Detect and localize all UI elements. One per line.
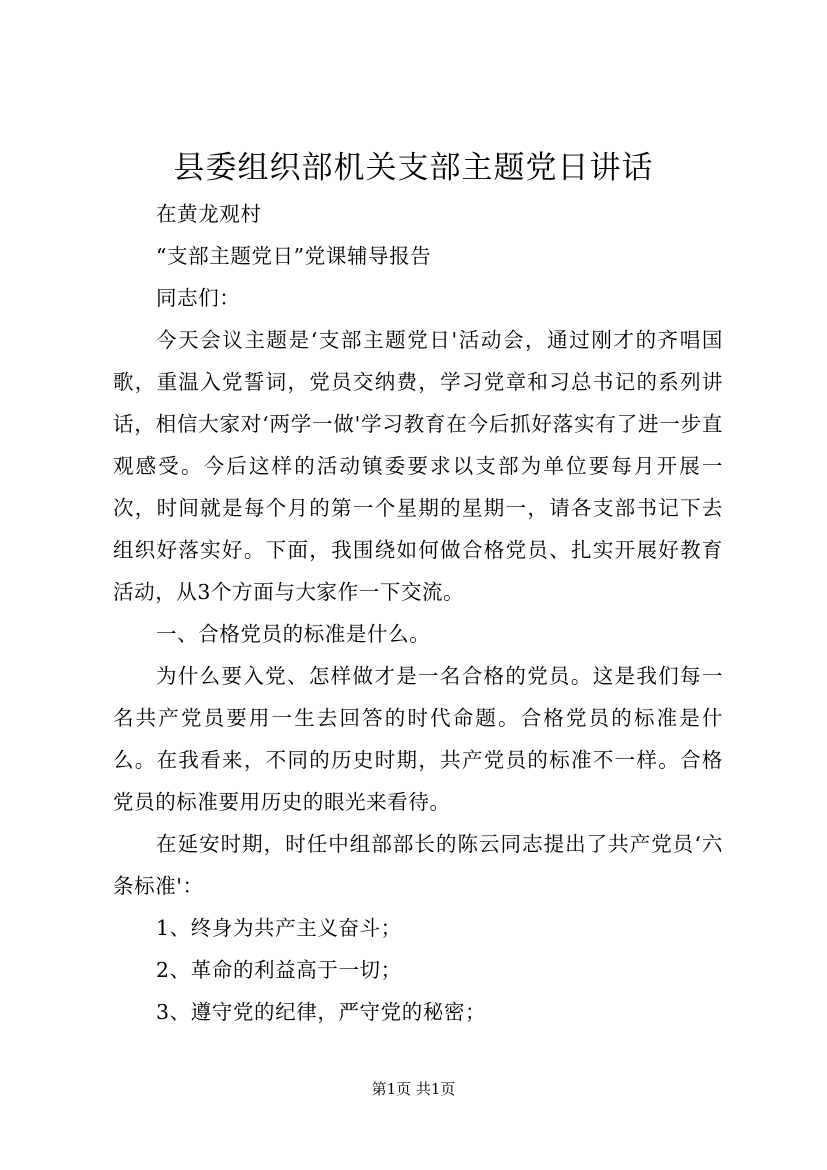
- paragraph-yanan: 在延安时期，时任中组部部长的陈云同志提出了共产党员‘六条标准'：: [113, 832, 723, 898]
- list-item-standard-2: 2、革命的利益高于一切；: [156, 958, 402, 982]
- paragraph-standard: 为什么要入党、怎样做才是一名合格的党员。这是我们每一名共产党员要用一生去回答的时代命题。合格党员的标准是什么。在我看来，不同的历史时期，共产党员的标准不一样。合格党员的标准要用历史的眼光来看待。: [113, 664, 723, 814]
- location-line: 在黄龙观村: [156, 202, 262, 226]
- report-title-line: “支部主题党日”党课辅导报告: [156, 244, 432, 268]
- greeting-line: 同志们：: [156, 286, 241, 310]
- document-title: 县委组织部机关支部主题党日讲话: [173, 150, 654, 186]
- paragraph-intro: 今天会议主题是‘支部主题党日'活动会，通过刚才的齐唱国歌，重温入党誓词，党员交纳费，学习党章和习总书记的系列讲话，相信大家对‘两学一做'学习教育在今后抓好落实有了进一步直观感受。今后这样的活动镇委要求以支部为单位要每月开展一次，时间就是每个月的第一个星期的星期一，请各支部书记下去组织好落实好。下面，我围绕如何做合格党员、扎实开展好教育活动，从3个方面与大家作一下交流。: [113, 328, 723, 604]
- list-item-standard-1: 1、终身为共产主义奋斗；: [156, 916, 402, 940]
- list-item-standard-3: 3、遵守党的纪律，严守党的秘密；: [156, 1000, 487, 1024]
- section-heading-1: 一、合格党员的标准是什么。: [156, 622, 431, 646]
- page-footer: 第1页 共1页: [371, 1080, 456, 1098]
